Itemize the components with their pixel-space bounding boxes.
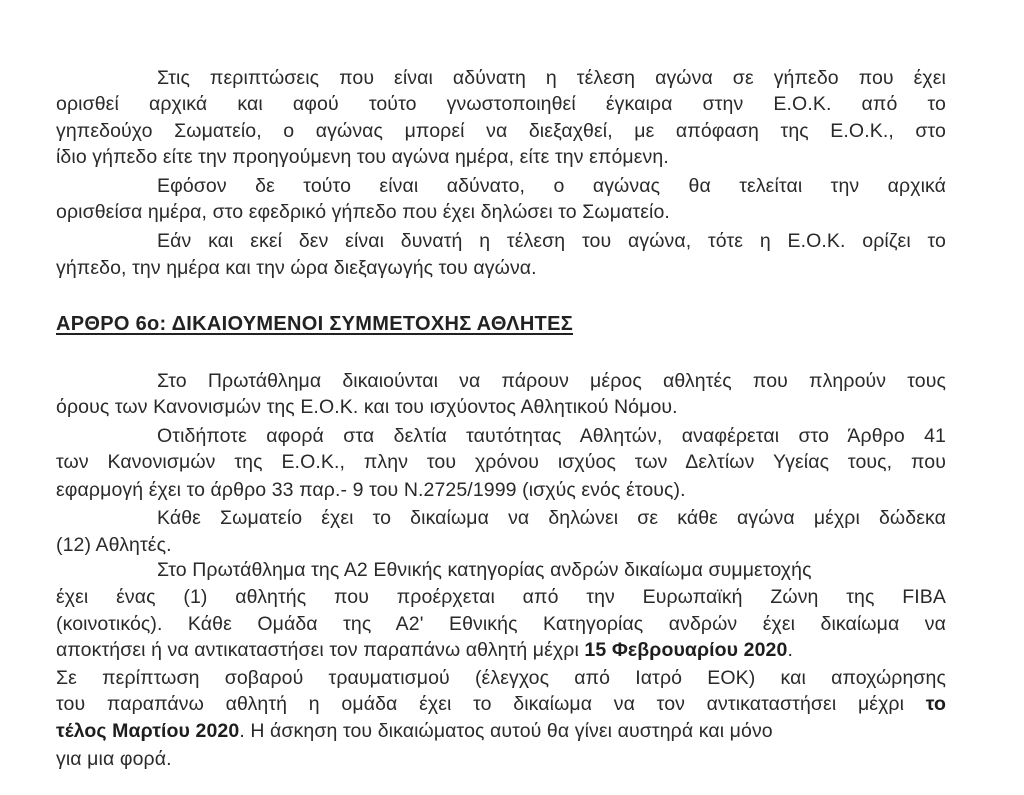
paragraph-line: έχει ένας (1) αθλητής που προέρχεται από την Ευρωπαϊκή Ζώνη της FIBA — [56, 586, 946, 608]
paragraph-line: ίδιο γήπεδο είτε την προηγούμενη του αγώνα ημέρα, είτε την επόμενη. — [56, 146, 669, 168]
paragraph-line: (12) Αθλητές. — [56, 534, 172, 556]
paragraph-line: Στο Πρωτάθλημα δικαιούνται να πάρουν μέρος αθλητές που πληρούν τους — [157, 370, 946, 392]
paragraph-line: όρους των Κανονισμών της Ε.Ο.Κ. και του ισχύοντος Αθλητικού Νόμου. — [56, 396, 678, 418]
text-span: . — [787, 639, 793, 661]
paragraph-line: ορισθείσα ημέρα, στο εφεδρικό γήπεδο που έχει δηλώσει το Σωματείο. — [56, 201, 670, 223]
paragraph-line: Σε περίπτωση σοβαρού τραυματισμού (έλεγχος από Ιατρό ΕΟΚ) και αποχώρησης — [56, 667, 946, 689]
paragraph-line-deadline-1 — [56, 638, 946, 662]
paragraph-line: γήπεδο, την ημέρα και την ώρα διεξαγωγής του αγώνα. — [56, 257, 537, 279]
paragraph-line: γηπεδούχο Σωματείο, ο αγώνας μπορεί να διεξαχθεί, με απόφαση της Ε.Ο.Κ., στο — [56, 120, 946, 142]
paragraph-line: (κοινοτικός). Κάθε Ομάδα της Α2' Εθνικής Κατηγορίας ανδρών έχει δικαίωμα να — [56, 613, 946, 635]
deadline-date-bold: 15 Φεβρουαρίου 2020 — [584, 639, 788, 661]
paragraph-line: ορισθεί αρχικά και αφού τούτο γνωστοποιηθεί έγκαιρα στην Ε.Ο.Κ. από το — [56, 93, 946, 115]
paragraph-line: Οτιδήποτε αφορά στα δελτία ταυτότητας Αθλητών, αναφέρεται στο Άρθρο 41 — [157, 425, 946, 447]
deadline-date-bold: τέλος Μαρτίου 2020 — [56, 720, 240, 742]
paragraph-line: εφαρμογή έχει το άρθρο 33 παρ.- 9 του Ν.2725/1999 (ισχύς ενός έτους). — [56, 479, 686, 501]
paragraph-line: Στις περιπτώσεις που είναι αδύνατη η τέλεση αγώνα σε γήπεδο που έχει — [157, 67, 946, 89]
article-heading: ΑΡΘΡΟ 6ο: ΔΙΚΑΙΟΥΜΕΝΟΙ ΣΥΜΜΕΤΟΧΗΣ ΑΘΛΗΤΕΣ — [56, 313, 574, 335]
paragraph-line: Εφόσον δε τούτο είναι αδύνατο, ο αγώνας θα τελείται την αρχικά — [157, 175, 946, 197]
paragraph-line: Κάθε Σωματείο έχει το δικαίωμα να δηλώνει σε κάθε αγώνα μέχρι δώδεκα — [157, 507, 946, 529]
paragraph-line-deadline-2 — [56, 719, 946, 743]
paragraph-line: Στο Πρωτάθλημα της Α2 Εθνικής κατηγορίας ανδρών δικαίωμα συμμετοχής — [157, 559, 812, 581]
paragraph-line: Εάν και εκεί δεν είναι δυνατή η τέλεση του αγώνα, τότε η Ε.Ο.Κ. ορίζει το — [157, 230, 946, 252]
text-span: του παραπάνω αθλητή η ομάδα έχει το δικαίωμα να τον αντικαταστήσει μέχρι — [56, 693, 926, 715]
paragraph-line-replace — [56, 692, 946, 716]
text-span: αποκτήσει ή να αντικαταστήσει τον παραπάνω αθλητή μέχρι — [56, 639, 585, 661]
paragraph-line: για μια φορά. — [56, 748, 172, 770]
paragraph-line: των Κανονισμών της Ε.Ο.Κ., πλην του χρόνου ισχύος των Δελτίων Υγείας τους, που — [56, 451, 946, 473]
text-span: . Η άσκηση του δικαιώματος αυτού θα γίνει αυστηρά και μόνο — [239, 720, 773, 742]
bold-span: το — [925, 693, 946, 715]
